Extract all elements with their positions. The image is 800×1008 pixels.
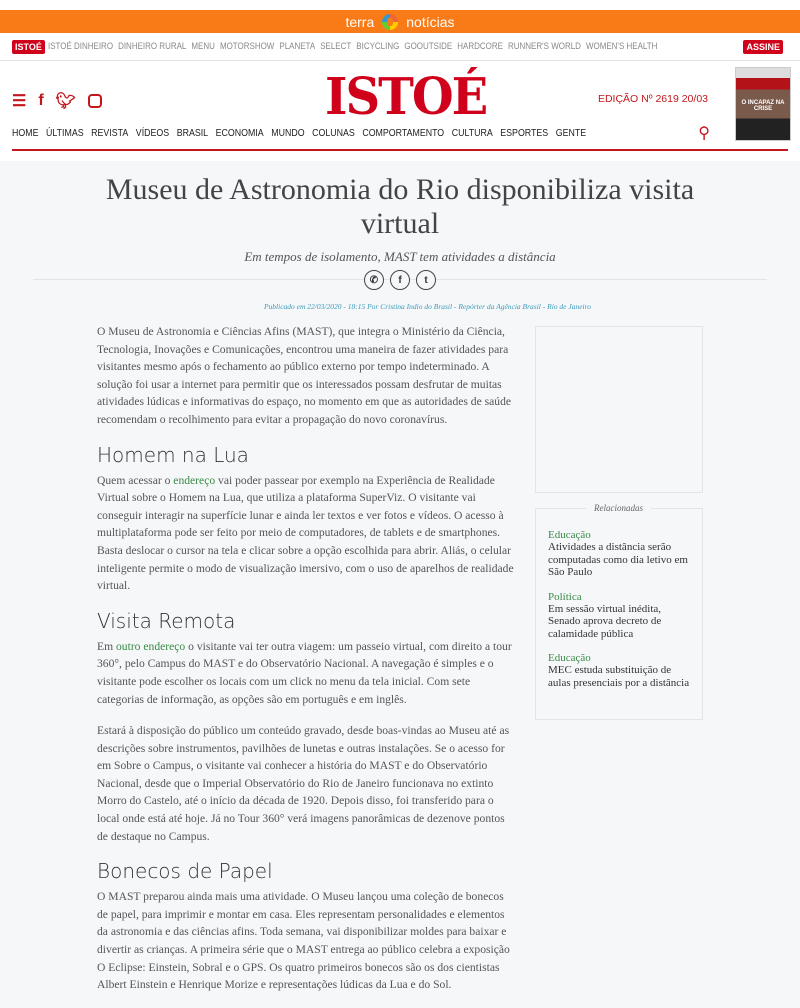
section-heading: Homem na Lua [97, 442, 249, 467]
related-item[interactable] [548, 652, 690, 689]
network-link[interactable]: WOMEN'S HEALTH [585, 41, 658, 52]
nav-revista[interactable]: REVISTA [91, 127, 129, 139]
network-link[interactable]: SELECT [320, 41, 352, 52]
related-headline[interactable]: Em sessão virtual inédita, Senado aprova decreto de calamidade pública [548, 602, 662, 640]
main-nav [12, 127, 586, 139]
network-link[interactable]: BICYCLING [356, 41, 400, 52]
related-category[interactable]: Política [548, 590, 582, 603]
magazine-cover[interactable] [735, 67, 791, 141]
paragraph: O Museu de Astronomia e Ciências Afins (MAST), que integra o Ministério da Ciência, Tecnologia, Inovações e Comunicações, encontrou uma maneira de fazer atividades para visitantes mesmo após o fechamento ao público externo por tempo indeterminado. A solução foi usar a internet para permitir que os interessados possam desfrutar de muitas atividades lúdicas e informativas do espaço, no momento em que as autoridades de saúde recomendam o recolhimento para evitar a propagação do novo coronavírus. [97, 325, 512, 426]
text: vai poder passear por exemplo na Experiência de Realidade Virtual sobre o Homem na Lua, que utiliza a plataforma SuperViz. O visitante vai conseguir interagir na superfície lunar e ainda ler textos e ver fotos e vídeos. O acesso à multiplataforma pode ser feito por meio de computadores, de tablets e de smartphones. Basta deslocar o cursor na tela e clicar sobre a opção escolhida para abrir. Aliás, o celular inteligente permite o modo de visualização imersivo, com o uso de aparelhos de realidade virtual. [97, 473, 514, 593]
top-strip [0, 0, 800, 10]
text: Em [97, 639, 116, 653]
text: Quem acessar o [97, 473, 174, 487]
search-icon[interactable]: ⚲ [698, 125, 710, 142]
istoe-badge[interactable]: ISTOÉ [12, 40, 45, 54]
paragraph: O MAST preparou ainda mais uma atividade. O Museu lançou uma coleção de bonecos de papel, para imprimir e montar em casa. Eles representam personalidades e elementos da astronomia e das ciências afins. Toda semana, vai disponibilizar moldes para baixar e divertir as crianças. A primeira série que o MAST entrega ao público celebra a exposição O Eclipse: Einstein, Sobral e o GPS. Os quatro primeiros bonecos são os dos cientistas Albert Einstein e Henrique Morize e representações lúdicas da Lua e do Sol. [97, 890, 510, 992]
edition-label[interactable]: EDIÇÃO Nº 2619 20/03 [597, 93, 708, 105]
twitter-icon[interactable]: 🐦︎ [55, 93, 76, 110]
article-body [97, 323, 517, 1008]
terra-logo-icon [382, 14, 398, 30]
network-link[interactable]: DINHEIRO RURAL [118, 41, 187, 52]
network-links [48, 41, 657, 52]
nav-esportes[interactable]: ESPORTES [500, 127, 549, 139]
related-category[interactable]: Educação [548, 529, 591, 541]
network-nav [0, 33, 800, 61]
nav-comportamento[interactable]: COMPORTAMENTO [362, 127, 445, 139]
nav-ultimas[interactable]: ÚLTIMAS [46, 127, 84, 139]
paragraph [97, 638, 517, 708]
share-buttons [0, 270, 800, 290]
article [0, 161, 800, 311]
twitter-share-icon[interactable]: t [416, 270, 436, 290]
nav-brasil[interactable]: BRASIL [176, 127, 209, 139]
network-link[interactable]: MOTORSHOW [219, 41, 275, 52]
network-link[interactable]: HARDCORE [457, 41, 503, 52]
whatsapp-icon[interactable]: ✆ [364, 270, 384, 290]
subscribe-button[interactable]: ASSINE [743, 40, 783, 54]
related-category[interactable]: Educação [548, 652, 591, 664]
nav-colunas[interactable]: COLUNAS [312, 127, 355, 139]
byline: Publicado em 22/03/2020 - 18:15 Por Cristina Indio do Brasil - Repórter da Agência Brasil - Rio de Janeiro [263, 302, 592, 311]
terra-brand[interactable]: terra [345, 13, 375, 30]
facebook-icon[interactable]: f [38, 92, 44, 109]
menu-icon[interactable]: ☰ [12, 93, 27, 110]
social-links [12, 91, 102, 111]
related-headline[interactable]: MEC estuda substituição de aulas presenciais por a distância [548, 664, 690, 689]
terra-bar[interactable] [0, 10, 800, 33]
nav-mundo[interactable]: MUNDO [271, 127, 305, 139]
related-item[interactable] [548, 529, 690, 579]
site-header [12, 61, 788, 151]
nav-gente[interactable]: GENTE [555, 127, 587, 139]
section-heading: Visita Remota [97, 608, 236, 633]
paragraph [97, 472, 517, 595]
network-link[interactable]: GOOUTSIDE [404, 41, 453, 52]
ad-slot [535, 326, 703, 493]
article-subtitle: Em tempos de isolamento, MAST tem atividades a distância [244, 249, 556, 264]
address-link[interactable]: endereço [173, 473, 216, 487]
terra-section[interactable]: notícias [406, 13, 455, 30]
nav-videos[interactable]: VÍDEOS [135, 127, 170, 139]
instagram-icon[interactable] [88, 94, 102, 108]
other-address-link[interactable]: outro endereço [116, 639, 186, 653]
related-headline[interactable]: Atividades a distância serão computadas como dia letivo em São Paulo [548, 541, 688, 578]
paragraph: Estará à disposição do público um conteúdo gravado, desde boas-vindas ao Museu até as descrições sobre instrumentos, pavilhões de lunetas e outras instalações. Se o acesso for em Sobre o Campus, o visitante vai conhecer a história do MAST e do Observatório Nacional, desde que o Imperial Observatório do Rio de Janeiro funcionava no extinto Morro do Castelo, até o início da década de 1920. Depois disso, foi transferido para o local onde está até hoje. Já no Tour 360° verá imagens panorâmicas de dezenove pontos de destaque no Campus. [97, 724, 510, 843]
network-link[interactable]: PLANETA [279, 41, 316, 52]
article-title: Museu de Astronomia do Rio disponibiliza visita virtual [105, 173, 695, 240]
section-heading: Bonecos de Papel [97, 859, 273, 884]
cover-text: O INCAPAZ NA CRISE [741, 100, 785, 112]
network-link[interactable]: MENU [191, 41, 215, 52]
istoe-logo[interactable]: ISTOÉ [325, 67, 487, 127]
network-link[interactable]: RUNNER'S WORLD [508, 41, 581, 52]
related-item[interactable] [548, 591, 690, 641]
related-box [535, 503, 703, 720]
nav-home[interactable]: HOME [12, 127, 39, 139]
text: o visitante vai ter outra viagem: um passeio virtual, com direito a tour 360°, pelo Campus do MAST e do Observatório Nacional. A navegação é simples e o visitante pode escolher os locais com um click no menu da tela inicial. Com sete categorias de informação, as opções são em português e em inglês. [97, 639, 512, 706]
related-title: Relacionadas [586, 503, 651, 513]
nav-cultura[interactable]: CULTURA [451, 127, 493, 139]
nav-economia[interactable]: ECONOMIA [215, 127, 264, 139]
facebook-share-icon[interactable]: f [390, 270, 410, 290]
network-link[interactable]: ISTOÉ DINHEIRO [48, 41, 114, 52]
